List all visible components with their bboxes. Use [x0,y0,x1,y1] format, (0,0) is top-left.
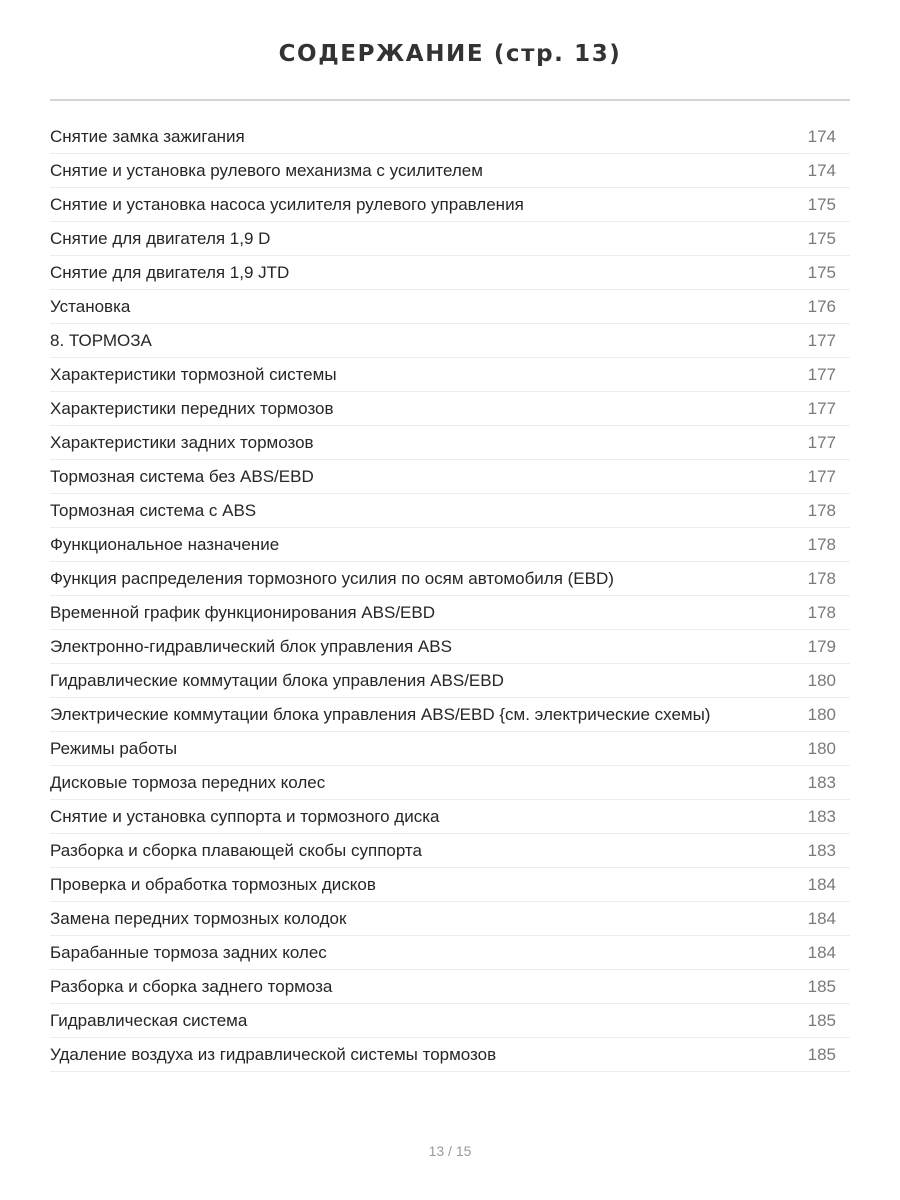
toc-entry-page-number: 184 [807,942,836,962]
toc-entry-title: Гидравлическая система [50,1010,248,1030]
toc-entry-title: Характеристики передних тормозов [50,398,334,418]
table-of-contents [50,120,850,1072]
toc-entry-page-number: 185 [807,1010,836,1030]
page-indicator: 13 / 15 [428,1143,472,1159]
toc-entry-title: Удаление воздуха из гидравлической системы тормозов [50,1044,497,1064]
toc-entry-title: Снятие и установка рулевого механизма с усилителем [50,160,483,180]
toc-entry-title: Снятие замка зажигания [50,126,245,146]
toc-entry[interactable] [50,392,850,426]
toc-entry-page-number: 178 [807,500,836,520]
toc-entry-title: Барабанные тормоза задних колес [50,942,327,962]
toc-entry-page-number: 175 [807,194,836,214]
toc-entry[interactable] [50,732,850,766]
toc-entry-page-number: 183 [807,806,836,826]
toc-entry-title: Характеристики задних тормозов [50,432,314,452]
toc-entry-page-number: 180 [807,738,836,758]
toc-entry-page-number: 175 [807,262,836,282]
toc-entry[interactable] [50,528,850,562]
toc-entry-page-number: 177 [807,466,836,486]
toc-entry-title: Функциональное назначение [50,534,280,554]
toc-entry[interactable] [50,630,850,664]
toc-entry[interactable] [50,766,850,800]
toc-entry-page-number: 175 [807,228,836,248]
toc-entry-title: Разборка и сборка плавающей скобы суппорта [50,840,422,860]
toc-entry[interactable] [50,324,850,358]
toc-entry-title: Режимы работы [50,738,178,758]
toc-entry-page-number: 183 [807,840,836,860]
toc-entry[interactable] [50,188,850,222]
toc-entry[interactable] [50,970,850,1004]
toc-entry-page-number: 178 [807,602,836,622]
toc-entry-page-number: 177 [807,432,836,452]
toc-entry[interactable] [50,222,850,256]
toc-entry-title: Тормозная система с ABS [50,500,257,520]
toc-entry-page-number: 180 [807,670,836,690]
toc-entry-page-number: 178 [807,568,836,588]
toc-entry[interactable] [50,664,850,698]
toc-entry-page-number: 179 [807,636,836,656]
toc-entry-page-number: 178 [807,534,836,554]
toc-entry[interactable] [50,562,850,596]
toc-entry-title: Электрические коммутации блока управления ABS/EBD {см. электрические схемы) [50,704,711,724]
toc-entry[interactable] [50,120,850,154]
toc-entry-page-number: 177 [807,330,836,350]
toc-entry[interactable] [50,800,850,834]
toc-entry[interactable] [50,1004,850,1038]
toc-entry[interactable] [50,868,850,902]
toc-entry-title: Установка [50,296,131,316]
toc-entry-title: Дисковые тормоза передних колес [50,772,326,792]
toc-entry[interactable] [50,154,850,188]
toc-entry-page-number: 180 [807,704,836,724]
toc-entry-title: Гидравлические коммутации блока управления ABS/EBD [50,670,504,690]
toc-entry-title: Функция распределения тормозного усилия по осям автомобиля (EBD) [50,568,614,588]
page-title: СОДЕРЖАНИЕ (стр. 13) [278,41,622,67]
toc-entry[interactable] [50,460,850,494]
toc-entry-title: Снятие и установка насоса усилителя рулевого управления [50,194,524,214]
toc-entry-page-number: 176 [807,296,836,316]
toc-entry[interactable] [50,426,850,460]
toc-entry[interactable] [50,358,850,392]
toc-entry[interactable] [50,1038,850,1072]
toc-entry-page-number: 184 [807,874,836,894]
toc-entry-page-number: 185 [807,976,836,996]
toc-entry-title: Замена передних тормозных колодок [50,908,347,928]
toc-entry-title: Снятие для двигателя 1,9 D [50,228,271,248]
toc-entry-page-number: 177 [807,364,836,384]
toc-entry-title: Электронно-гидравлический блок управления ABS [50,636,452,656]
toc-entry-title: 8. ТОРМОЗА [50,330,152,350]
toc-entry-title: Временной график функционирования ABS/EBD [50,602,435,622]
toc-entry[interactable] [50,936,850,970]
toc-entry-title: Снятие и установка суппорта и тормозного диска [50,806,440,826]
toc-entry-page-number: 174 [807,160,836,180]
toc-entry[interactable] [50,596,850,630]
toc-entry-title: Характеристики тормозной системы [50,364,337,384]
toc-entry[interactable] [50,834,850,868]
toc-entry[interactable] [50,256,850,290]
toc-entry-page-number: 177 [807,398,836,418]
toc-entry-title: Снятие для двигателя 1,9 JTD [50,262,290,282]
toc-entry-title: Тормозная система без ABS/EBD [50,466,314,486]
toc-entry-page-number: 174 [807,126,836,146]
toc-entry[interactable] [50,902,850,936]
title-divider [50,99,850,101]
toc-entry-page-number: 184 [807,908,836,928]
toc-entry[interactable] [50,494,850,528]
toc-entry-title: Проверка и обработка тормозных дисков [50,874,376,894]
toc-entry[interactable] [50,290,850,324]
toc-entry-page-number: 183 [807,772,836,792]
toc-entry-title: Разборка и сборка заднего тормоза [50,976,333,996]
toc-entry-page-number: 185 [807,1044,836,1064]
toc-entry[interactable] [50,698,850,732]
